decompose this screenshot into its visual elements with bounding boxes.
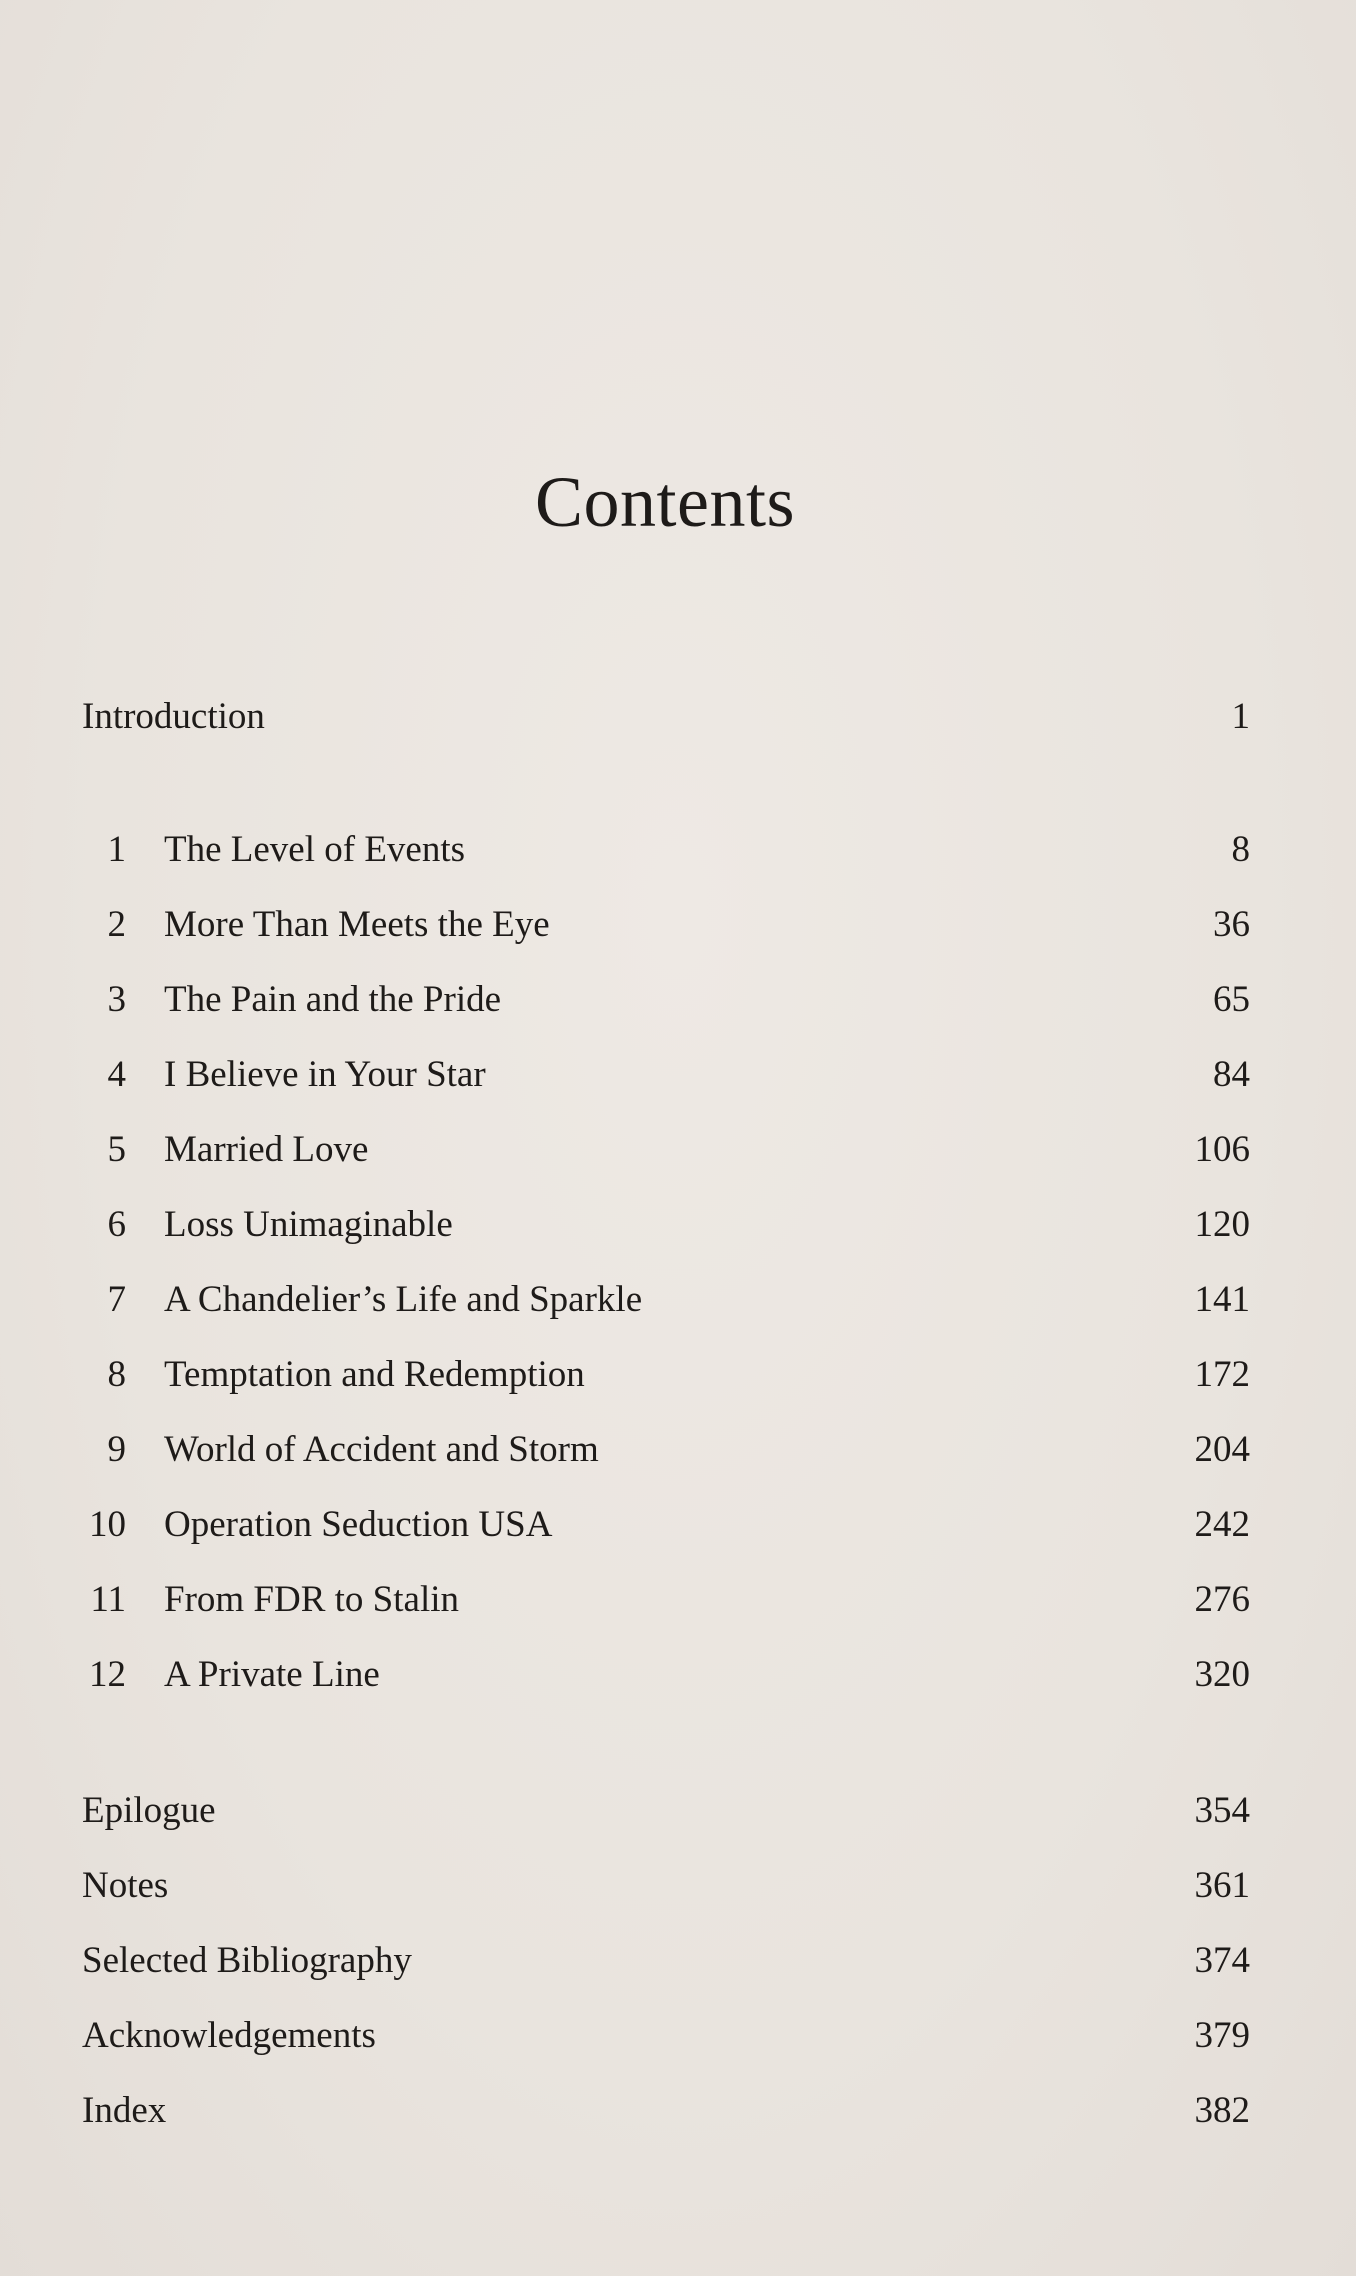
entry-page-number: 361: [1194, 1865, 1250, 1906]
entry-label: Selected Bibliography: [82, 1940, 412, 1981]
toc-entry-chapter-7[interactable]: [0, 1275, 1356, 1325]
chapter-title: Loss Unimaginable: [164, 1204, 453, 1245]
entry-page-number: 106: [1194, 1129, 1250, 1170]
chapter-title: From FDR to Stalin: [164, 1579, 460, 1620]
entry-page-number: 379: [1194, 2015, 1250, 2056]
toc-entry-notes[interactable]: [0, 1861, 1356, 1911]
chapter-title: A Private Line: [164, 1654, 380, 1695]
chapter-number: 5: [107, 1129, 126, 1170]
toc-entry-epilogue[interactable]: [0, 1786, 1356, 1836]
toc-entry-chapter-9[interactable]: [0, 1425, 1356, 1475]
chapter-title: The Level of Events: [164, 829, 466, 870]
toc-entry-chapter-1[interactable]: [0, 825, 1356, 875]
chapter-title: A Chandelier’s Life and Sparkle: [164, 1279, 643, 1320]
entry-page-number: 374: [1194, 1940, 1250, 1981]
toc-entry-chapter-10[interactable]: [0, 1500, 1356, 1550]
entry-page-number: 141: [1194, 1279, 1250, 1320]
entry-label: Notes: [82, 1865, 169, 1906]
page-title: Contents: [534, 462, 795, 542]
toc-entry-chapter-8[interactable]: [0, 1350, 1356, 1400]
chapter-title: More Than Meets the Eye: [164, 904, 550, 945]
toc-entry-index[interactable]: [0, 2086, 1356, 2136]
toc-entry-selected-bibliography[interactable]: [0, 1936, 1356, 1986]
chapter-number: 6: [107, 1204, 126, 1245]
toc-entry-acknowledgements[interactable]: [0, 2011, 1356, 2061]
entry-page-number: 1: [1231, 696, 1250, 737]
entry-page-number: 65: [1213, 979, 1250, 1020]
chapter-title: Temptation and Redemption: [164, 1354, 585, 1395]
chapter-title: Married Love: [164, 1129, 369, 1170]
toc-entry-introduction[interactable]: [0, 692, 1356, 742]
chapter-number: 4: [107, 1054, 126, 1095]
chapter-title: Operation Seduction USA: [164, 1504, 553, 1545]
chapter-title: The Pain and the Pride: [164, 979, 502, 1020]
entry-page-number: 8: [1231, 829, 1250, 870]
entry-label: Epilogue: [82, 1790, 216, 1831]
entry-label: Index: [82, 2090, 167, 2131]
chapter-number: 10: [89, 1504, 126, 1545]
toc-entry-chapter-4[interactable]: [0, 1050, 1356, 1100]
chapter-title: I Believe in Your Star: [164, 1054, 486, 1095]
toc-entry-chapter-12[interactable]: [0, 1650, 1356, 1700]
entry-page-number: 320: [1194, 1654, 1250, 1695]
entry-page-number: 120: [1194, 1204, 1250, 1245]
chapter-number: 8: [107, 1354, 126, 1395]
entry-page-number: 354: [1194, 1790, 1250, 1831]
entry-page-number: 84: [1213, 1054, 1250, 1095]
chapter-number: 11: [90, 1579, 126, 1620]
toc-entry-chapter-3[interactable]: [0, 975, 1356, 1025]
toc-entry-chapter-6[interactable]: [0, 1200, 1356, 1250]
entry-label: Introduction: [82, 696, 265, 737]
chapter-number: 1: [107, 829, 126, 870]
entry-page-number: 276: [1194, 1579, 1250, 1620]
toc-entry-chapter-11[interactable]: [0, 1575, 1356, 1625]
entry-page-number: 204: [1194, 1429, 1250, 1470]
entry-page-number: 382: [1194, 2090, 1250, 2131]
chapter-number: 2: [107, 904, 126, 945]
entry-page-number: 242: [1194, 1504, 1250, 1545]
entry-page-number: 36: [1213, 904, 1250, 945]
chapter-number: 7: [107, 1279, 126, 1320]
chapter-title: World of Accident and Storm: [164, 1429, 599, 1470]
chapter-number: 9: [107, 1429, 126, 1470]
toc-entry-chapter-5[interactable]: [0, 1125, 1356, 1175]
toc-entry-chapter-2[interactable]: [0, 900, 1356, 950]
chapter-number: 12: [89, 1654, 126, 1695]
chapter-number: 3: [107, 979, 126, 1020]
entry-page-number: 172: [1194, 1354, 1250, 1395]
entry-label: Acknowledgements: [82, 2015, 376, 2056]
